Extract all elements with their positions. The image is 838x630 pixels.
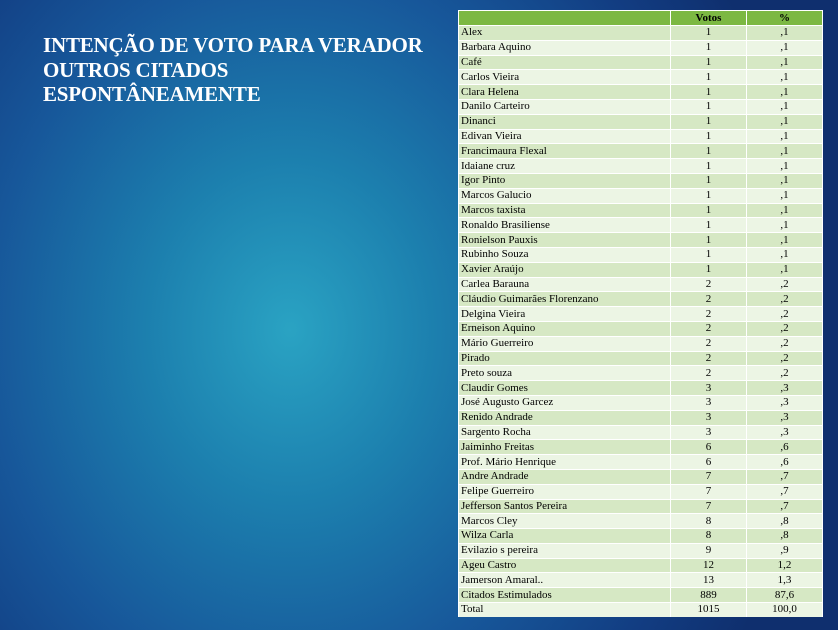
percent-cell: ,2: [747, 336, 823, 351]
candidate-name-cell: Citados Estimulados: [459, 588, 671, 603]
candidate-name-cell: Mário Guerreiro: [459, 336, 671, 351]
table-row: [459, 588, 823, 603]
vote-table: [458, 10, 823, 617]
header-name: [459, 11, 671, 26]
table-row: [459, 26, 823, 41]
candidate-name-cell: Marcos Cley: [459, 514, 671, 529]
candidate-name-cell: Idaiane cruz: [459, 159, 671, 174]
votes-cell: 1: [671, 144, 747, 159]
percent-cell: ,1: [747, 233, 823, 248]
table-row: [459, 218, 823, 233]
table-row: [459, 351, 823, 366]
table-row: [459, 395, 823, 410]
percent-cell: 1,2: [747, 558, 823, 573]
percent-cell: ,7: [747, 484, 823, 499]
table-row: [459, 336, 823, 351]
percent-cell: ,3: [747, 425, 823, 440]
percent-cell: ,2: [747, 366, 823, 381]
percent-cell: ,1: [747, 55, 823, 70]
candidate-name-cell: Claudir Gomes: [459, 381, 671, 396]
votes-cell: 1: [671, 40, 747, 55]
candidate-name-cell: Jaiminho Freitas: [459, 440, 671, 455]
candidate-name-cell: Ageu Castro: [459, 558, 671, 573]
table-row: [459, 277, 823, 292]
votes-cell: 2: [671, 321, 747, 336]
votes-cell: 1: [671, 99, 747, 114]
table-row: [459, 381, 823, 396]
votes-cell: 6: [671, 440, 747, 455]
percent-cell: ,2: [747, 292, 823, 307]
candidate-name-cell: Sargento Rocha: [459, 425, 671, 440]
candidate-name-cell: Andre Andrade: [459, 469, 671, 484]
candidate-name-cell: Jamerson Amaral..: [459, 573, 671, 588]
votes-cell: 2: [671, 277, 747, 292]
votes-cell: 1: [671, 262, 747, 277]
table-row: [459, 366, 823, 381]
candidate-name-cell: Preto souza: [459, 366, 671, 381]
table-row: [459, 573, 823, 588]
percent-cell: ,2: [747, 351, 823, 366]
votes-cell: 6: [671, 455, 747, 470]
percent-cell: ,3: [747, 381, 823, 396]
percent-cell: ,1: [747, 144, 823, 159]
percent-cell: ,1: [747, 26, 823, 41]
percent-cell: 1,3: [747, 573, 823, 588]
percent-cell: ,1: [747, 114, 823, 129]
votes-cell: 3: [671, 395, 747, 410]
candidate-name-cell: Café: [459, 55, 671, 70]
votes-cell: 1: [671, 114, 747, 129]
votes-cell: 2: [671, 351, 747, 366]
percent-cell: ,3: [747, 395, 823, 410]
candidate-name-cell: Total: [459, 603, 671, 617]
table-row: [459, 455, 823, 470]
votes-cell: 1: [671, 70, 747, 85]
votes-cell: 889: [671, 588, 747, 603]
header-votes: Votos: [671, 11, 747, 26]
table-row: [459, 55, 823, 70]
percent-cell: ,6: [747, 440, 823, 455]
percent-cell: ,1: [747, 40, 823, 55]
table-row: [459, 543, 823, 558]
votes-cell: 1: [671, 203, 747, 218]
votes-cell: 8: [671, 529, 747, 544]
candidate-name-cell: Edivan Vieira: [459, 129, 671, 144]
percent-cell: ,2: [747, 321, 823, 336]
table-row: [459, 469, 823, 484]
table-row: [459, 188, 823, 203]
candidate-name-cell: Evilazio s pereira: [459, 543, 671, 558]
percent-cell: ,1: [747, 247, 823, 262]
percent-cell: ,7: [747, 499, 823, 514]
table-row: [459, 529, 823, 544]
votes-cell: 1: [671, 85, 747, 100]
percent-cell: 87,6: [747, 588, 823, 603]
table-row: [459, 307, 823, 322]
table-row: [459, 603, 823, 617]
table-row: [459, 321, 823, 336]
percent-cell: ,1: [747, 218, 823, 233]
table-row: [459, 499, 823, 514]
table-header-row: [459, 11, 823, 26]
candidate-name-cell: Carlea Barauna: [459, 277, 671, 292]
percent-cell: ,1: [747, 85, 823, 100]
table-row: [459, 247, 823, 262]
percent-cell: ,9: [747, 543, 823, 558]
candidate-name-cell: Francimaura Flexal: [459, 144, 671, 159]
votes-cell: 12: [671, 558, 747, 573]
candidate-name-cell: Delgina Vieira: [459, 307, 671, 322]
candidate-name-cell: Carlos Vieira: [459, 70, 671, 85]
votes-cell: 1: [671, 188, 747, 203]
votes-cell: 2: [671, 292, 747, 307]
vote-table-container: [458, 10, 822, 617]
candidate-name-cell: Xavier Araújo: [459, 262, 671, 277]
table-row: [459, 40, 823, 55]
percent-cell: ,1: [747, 173, 823, 188]
candidate-name-cell: Marcos Galucio: [459, 188, 671, 203]
votes-cell: 1: [671, 233, 747, 248]
votes-cell: 2: [671, 336, 747, 351]
candidate-name-cell: Ronaldo Brasiliense: [459, 218, 671, 233]
table-row: [459, 85, 823, 100]
votes-cell: 7: [671, 484, 747, 499]
title-line-1: INTENÇÃO DE VOTO PARA VERADOR: [43, 33, 423, 57]
candidate-name-cell: Jefferson Santos Pereira: [459, 499, 671, 514]
votes-cell: 3: [671, 381, 747, 396]
percent-cell: ,2: [747, 307, 823, 322]
votes-cell: 1015: [671, 603, 747, 617]
votes-cell: 1: [671, 55, 747, 70]
percent-cell: ,1: [747, 203, 823, 218]
percent-cell: ,6: [747, 455, 823, 470]
candidate-name-cell: Pirado: [459, 351, 671, 366]
percent-cell: ,7: [747, 469, 823, 484]
table-row: [459, 410, 823, 425]
percent-cell: ,3: [747, 410, 823, 425]
candidate-name-cell: Ronielson Pauxis: [459, 233, 671, 248]
table-row: [459, 514, 823, 529]
percent-cell: ,1: [747, 159, 823, 174]
table-row: [459, 440, 823, 455]
percent-cell: ,8: [747, 529, 823, 544]
table-row: [459, 159, 823, 174]
table-row: [459, 114, 823, 129]
candidate-name-cell: Prof. Mário Henrique: [459, 455, 671, 470]
votes-cell: 8: [671, 514, 747, 529]
votes-cell: 1: [671, 129, 747, 144]
title-line-3: ESPONTÂNEAMENTE: [43, 82, 261, 106]
candidate-name-cell: Renido Andrade: [459, 410, 671, 425]
candidate-name-cell: Barbara Aquino: [459, 40, 671, 55]
votes-cell: 3: [671, 425, 747, 440]
percent-cell: ,1: [747, 70, 823, 85]
slide-title: [43, 33, 453, 107]
table-row: [459, 484, 823, 499]
votes-cell: 1: [671, 26, 747, 41]
candidate-name-cell: Igor Pinto: [459, 173, 671, 188]
table-body: [459, 26, 823, 617]
candidate-name-cell: Alex: [459, 26, 671, 41]
votes-cell: 2: [671, 307, 747, 322]
candidate-name-cell: Marcos taxista: [459, 203, 671, 218]
candidate-name-cell: Clara Helena: [459, 85, 671, 100]
title-line-2: OUTROS CITADOS: [43, 57, 229, 82]
candidate-name-cell: Danilo Carteiro: [459, 99, 671, 114]
candidate-name-cell: Erneison Aquino: [459, 321, 671, 336]
votes-cell: 13: [671, 573, 747, 588]
table-row: [459, 173, 823, 188]
votes-cell: 7: [671, 469, 747, 484]
table-row: [459, 425, 823, 440]
header-percent: %: [747, 11, 823, 26]
votes-cell: 3: [671, 410, 747, 425]
table-row: [459, 292, 823, 307]
table-row: [459, 203, 823, 218]
percent-cell: ,1: [747, 188, 823, 203]
votes-cell: 2: [671, 366, 747, 381]
percent-cell: ,8: [747, 514, 823, 529]
candidate-name-cell: Dinanci: [459, 114, 671, 129]
table-row: [459, 129, 823, 144]
table-row: [459, 262, 823, 277]
table-row: [459, 70, 823, 85]
votes-cell: 1: [671, 173, 747, 188]
percent-cell: ,1: [747, 129, 823, 144]
percent-cell: 100,0: [747, 603, 823, 617]
table-row: [459, 233, 823, 248]
candidate-name-cell: José Augusto Garcez: [459, 395, 671, 410]
table-row: [459, 99, 823, 114]
percent-cell: ,1: [747, 99, 823, 114]
candidate-name-cell: Cláudio Guimarães Florenzano: [459, 292, 671, 307]
table-row: [459, 144, 823, 159]
candidate-name-cell: Felipe Guerreiro: [459, 484, 671, 499]
table-row: [459, 558, 823, 573]
candidate-name-cell: Rubinho Souza: [459, 247, 671, 262]
votes-cell: 7: [671, 499, 747, 514]
votes-cell: 1: [671, 159, 747, 174]
votes-cell: 1: [671, 247, 747, 262]
percent-cell: ,1: [747, 262, 823, 277]
votes-cell: 1: [671, 218, 747, 233]
candidate-name-cell: Wilza Carla: [459, 529, 671, 544]
percent-cell: ,2: [747, 277, 823, 292]
votes-cell: 9: [671, 543, 747, 558]
